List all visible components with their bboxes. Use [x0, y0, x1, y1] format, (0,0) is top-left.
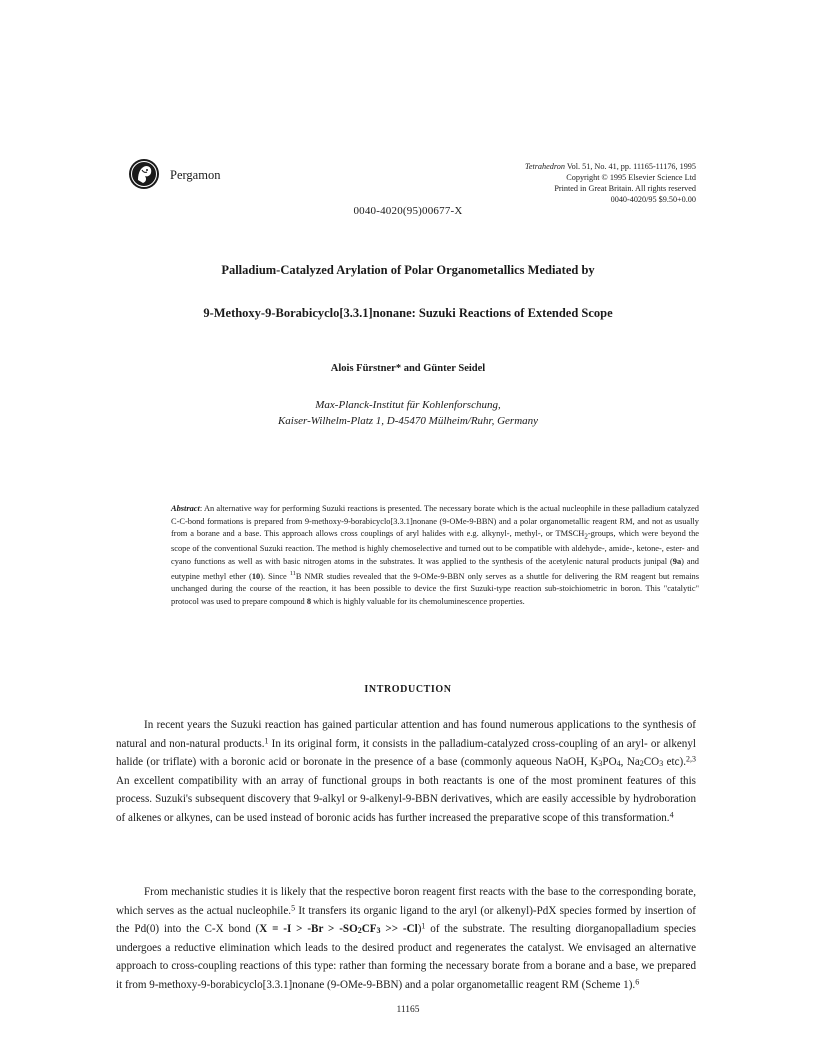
journal-citation — [440, 161, 696, 172]
abstract-text: -groups, which were beyond the scope of the conventional Suzuki reaction. The method is highly chemoselective and turned out to be compatible with aldehyde-, amide-, ketone-, ester- and cyano functions as well as with basic nitrogen atoms in the substrates. It was applied to the synthesis of the acetylenic natural products junipal ( — [171, 529, 699, 566]
body-text: From mechanistic studies it is likely that the respective boron reagent first reacts with the base to the corresponding borate, which serves as the actual nucleophile. — [116, 886, 696, 917]
citation-details: Vol. 51, No. 41, pp. 11165-11176, 1995 — [564, 162, 696, 171]
body-text: An excellent compatibility with an array of functional groups in both reactants is one of the most prominent features of this process. Suzuki's subsequent discovery that 9-alkyl or 9-alkenyl-9-BBN derivatives, which are easily accessible by hydroboration of alkenes or alkynes, can be used instead of boronic acids has further increased the preparative scope of this transformation. — [116, 774, 696, 824]
abstract-text: which is highly valuable for its chemoluminescence properties. — [311, 596, 525, 606]
abstract-subscript: 2 — [584, 532, 588, 541]
compound-ref: 8 — [306, 596, 312, 606]
reference-marker: 6 — [635, 977, 640, 987]
compound-ref: 9a — [672, 556, 682, 566]
abstract-text: : An alternative way for performing Suzuki reactions is presented. The necessary borate which is the actual nucleophile in these palladium catalyzed C-C-bond formations is prepared from 9-methoxy-9-borabicyclo[3.3.1]nonane (9-OMe-9-BBN) and a polar organometallic reagent RM, and not as usually from a borane and a base. This approach allows cross couplings of aryl halides with e.g. alkynyl-, methyl-, or TMSCH — [171, 504, 699, 538]
body-text: of the substrate. The resulting diorganopalladium species undergoes a reductive elimination which leads to the desired product and regenerates the catalyst. We envisaged an alternative approach to cross-coupling reactions of this type: rather than forming the necessary borate from a borane and a base, we prepared it from 9-methoxy-9-borabicyclo[3.3.1]nonane (9-OMe-9-BBN) and a polar organometallic reagent RM (Scheme 1). — [116, 923, 696, 991]
reference-marker: 4 — [669, 810, 674, 820]
page-number: 11165 — [396, 1005, 420, 1015]
affiliation-address: Kaiser-Wilhelm-Platz 1, D-45470 Mülheim/Ruhr, Germany — [277, 415, 539, 427]
article-title-line-1: Palladium-Catalyzed Arylation of Polar Organometallics Mediated by — [221, 263, 595, 277]
journal-name: Tetrahedron — [525, 162, 565, 171]
abstract-label: Abstract — [171, 504, 200, 513]
printed-line: Printed in Great Britain. All rights reserved — [554, 184, 696, 193]
body-text: It transfers its organic ligand to the aryl (or alkenyl)-PdX species formed by insertion of the Pd(0) into the C-X bond ( — [116, 904, 696, 936]
reference-marker: 5 — [291, 903, 296, 912]
abstract-text: ) and eutypine methyl ether ( — [171, 556, 699, 581]
document-code: 0040-4020(95)00677-X — [353, 205, 463, 217]
body-text: CO — [643, 756, 660, 769]
isotope-superscript: 11 — [289, 570, 296, 578]
publisher-logo-icon — [128, 158, 160, 190]
subscript: 2 — [639, 759, 644, 769]
subscript: 3 — [598, 759, 603, 769]
intro-paragraph-2 — [116, 883, 696, 995]
halide-reactivity-order — [259, 923, 417, 935]
section-heading: INTRODUCTION — [364, 684, 452, 695]
compound-ref: 10 — [251, 571, 261, 581]
body-text: ) — [417, 923, 422, 936]
reference-marker: 1 — [264, 736, 269, 745]
body-text: In its original form, it consists in the palladium-catalyzed cross-coupling of an aryl- or alkenyl halide (or triflate) with a boronic acid or boronate in the presence of a base (commonly aqueous NaOH, K — [116, 737, 696, 769]
body-text: etc). — [663, 756, 687, 769]
reference-marker: 1 — [421, 921, 426, 931]
abstract-text: ). Since — [260, 571, 290, 581]
body-text: PO — [602, 756, 617, 769]
abstract-text: B NMR studies revealed that the 9-OMe-9-BBN only serves as a shuttle for delivering the RM reagent but remains unchanged during the course of the reaction, it has been possible to device the first Suzuki-type reaction sub-stoichiometric in boron. This "catalytic" protocol was used to prepare compound — [171, 571, 699, 606]
affiliation-institute: Max-Planck-Institut für Kohlenforschung, — [315, 399, 501, 411]
reference-marker: 2,3 — [686, 754, 697, 764]
reactivity-text: X = -I > -Br > -SO — [259, 923, 358, 936]
article-title-line-2: 9-Methoxy-9-Borabicyclo[3.3.1]nonane: Suzuki Reactions of Extended Scope — [203, 306, 613, 320]
copyright-line: Copyright © 1995 Elsevier Science Ltd — [566, 173, 696, 182]
intro-paragraph-1 — [116, 716, 696, 828]
journal-citation-block — [440, 161, 696, 205]
subscript: 2 — [357, 926, 362, 936]
authors: Alois Fürstner* and Günter Seidel — [330, 363, 486, 374]
reactivity-text: >> -Cl — [380, 923, 418, 936]
reactivity-text: CF — [361, 923, 377, 936]
subscript: 4 — [616, 759, 621, 769]
subscript: 3 — [659, 759, 664, 769]
body-text: In recent years the Suzuki reaction has gained particular attention and has found numerous applications to the synthesis of natural and non-natural products. — [116, 719, 696, 750]
publisher-name: Pergamon — [170, 168, 221, 182]
body-text: , Na — [620, 756, 640, 769]
subscript: 3 — [376, 926, 381, 936]
price-code: 0040-4020/95 $9.50+0.00 — [610, 195, 696, 204]
abstract — [171, 503, 699, 608]
